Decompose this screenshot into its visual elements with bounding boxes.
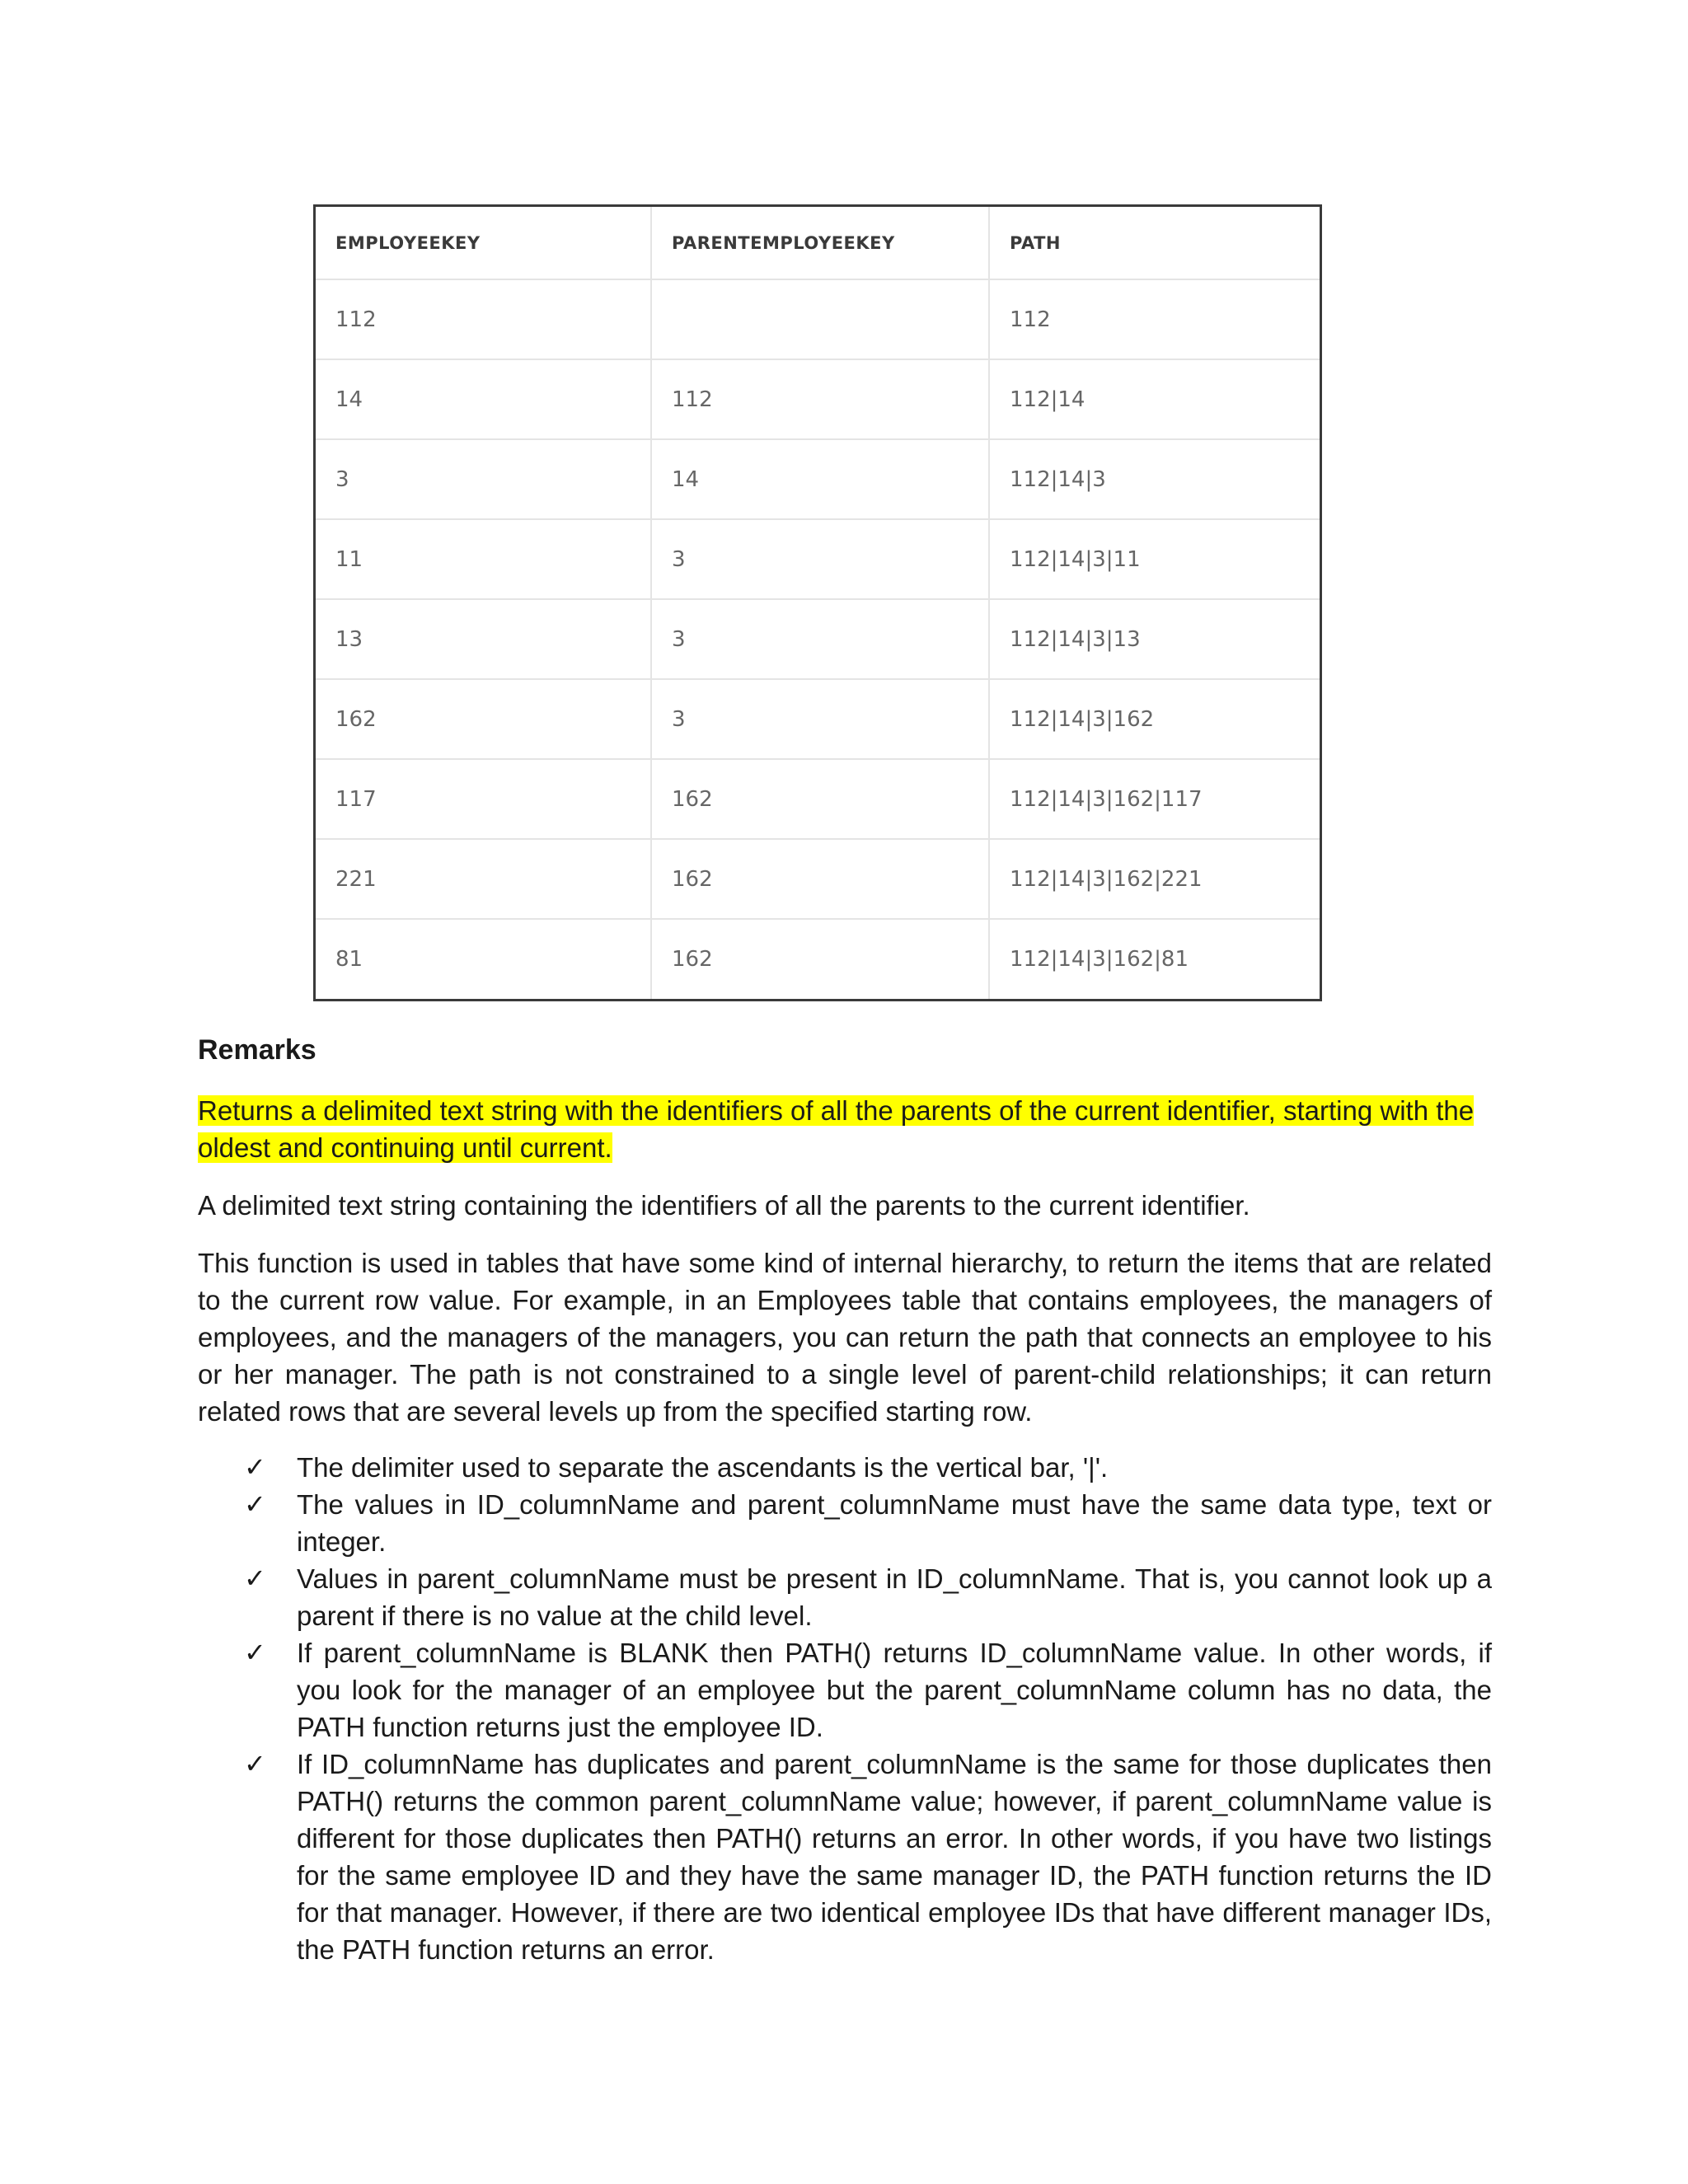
cell-parentemployeekey: 3 — [651, 679, 989, 759]
cell-employeekey: 81 — [316, 919, 651, 999]
cell-employeekey: 3 — [316, 439, 651, 519]
table-row — [316, 839, 1320, 919]
list-item-text: If ID_columnName has duplicates and parent_columnName is the same for those duplicates then PATH() returns the common parent_columnName value; however, if parent_columnName value is different for those duplicates then PATH() returns an error. In other words, if you have two listings for the same employee ID and they have the same manager ID, the PATH function returns the ID for that manager. However, if there are two identical employee IDs that have different manager IDs, the PATH function returns an error. — [297, 1749, 1492, 1965]
cell-path: 112|14|3|162 — [989, 679, 1320, 759]
cell-parentemployeekey: 162 — [651, 919, 989, 999]
table-row — [316, 759, 1320, 839]
cell-parentemployeekey: 162 — [651, 759, 989, 839]
cell-path: 112|14|3|162|221 — [989, 839, 1320, 919]
table-row — [316, 359, 1320, 439]
remarks-heading: Remarks — [198, 1034, 316, 1066]
list-item — [198, 1486, 1492, 1560]
header-path: PATH — [989, 207, 1320, 279]
table-row — [316, 679, 1320, 759]
list-item — [198, 1634, 1492, 1746]
cell-path: 112 — [989, 279, 1320, 359]
cell-parentemployeekey: 3 — [651, 599, 989, 679]
table-row — [316, 599, 1320, 679]
cell-path: 112|14|3|11 — [989, 519, 1320, 599]
cell-path: 112|14|3 — [989, 439, 1320, 519]
list-item — [198, 1746, 1492, 1968]
checkmark-icon: ✓ — [244, 1748, 266, 1779]
cell-employeekey: 13 — [316, 599, 651, 679]
table-row — [316, 919, 1320, 999]
list-item — [198, 1560, 1492, 1634]
list-item — [198, 1449, 1492, 1486]
list-item-text: If parent_columnName is BLANK then PATH() returns ID_columnName value. In other words, if you look for the manager of an employee but the parent_columnName column has no data, the PATH function returns just the employee ID. — [297, 1638, 1492, 1742]
remarks-checklist — [198, 1449, 1492, 1968]
description-paragraph: This function is used in tables that have some kind of internal hierarchy, to return the items that are related to the current row value. For example, in an Employees table that contains employees, the managers of employees, and the managers of the managers, you can return the path that connects an employee to his or her manager. The path is not constrained to a single level of parent-child relationships; it can return related rows that are several levels up from the specified starting row. — [198, 1248, 1492, 1427]
cell-parentemployeekey: 14 — [651, 439, 989, 519]
header-parentemployeekey: PARENTEMPLOYEEKEY — [651, 207, 989, 279]
cell-path: 112|14|3|13 — [989, 599, 1320, 679]
table-row — [316, 279, 1320, 359]
list-item-text: Values in parent_columnName must be present in ID_columnName. That is, you cannot look up a parent if there is no value at the child level. — [297, 1563, 1492, 1631]
cell-path: 112|14|3|162|117 — [989, 759, 1320, 839]
cell-employeekey: 162 — [316, 679, 651, 759]
checkmark-icon: ✓ — [244, 1488, 266, 1520]
cell-employeekey: 117 — [316, 759, 651, 839]
table-row — [316, 519, 1320, 599]
list-item-text: The delimiter used to separate the ascendants is the vertical bar, '|'. — [297, 1452, 1109, 1483]
return-value-paragraph: A delimited text string containing the identifiers of all the parents to the current identifier. — [198, 1190, 1250, 1221]
cell-path: 112|14|3|162|81 — [989, 919, 1320, 999]
cell-employeekey: 221 — [316, 839, 651, 919]
cell-employeekey: 11 — [316, 519, 651, 599]
highlighted-paragraph — [198, 1092, 1492, 1166]
employee-path-table — [313, 204, 1322, 1001]
cell-path: 112|14 — [989, 359, 1320, 439]
path-table — [316, 207, 1320, 999]
cell-parentemployeekey: 3 — [651, 519, 989, 599]
cell-parentemployeekey — [651, 279, 989, 359]
cell-employeekey: 112 — [316, 279, 651, 359]
list-item-text: The values in ID_columnName and parent_columnName must have the same data type, text or integer. — [297, 1489, 1492, 1557]
header-employeekey: EMPLOYEEKEY — [335, 232, 481, 253]
checkmark-icon: ✓ — [244, 1637, 266, 1668]
cell-parentemployeekey: 162 — [651, 839, 989, 919]
checkmark-icon: ✓ — [244, 1451, 266, 1483]
cell-parentemployeekey: 112 — [651, 359, 989, 439]
table-header-row — [316, 207, 1320, 279]
table-row — [316, 439, 1320, 519]
highlighted-text: Returns a delimited text string with the identifiers of all the parents of the current identifier, starting with the oldest and continuing until current. — [198, 1095, 1475, 1163]
cell-employeekey: 14 — [316, 359, 651, 439]
checkmark-icon: ✓ — [244, 1563, 266, 1594]
